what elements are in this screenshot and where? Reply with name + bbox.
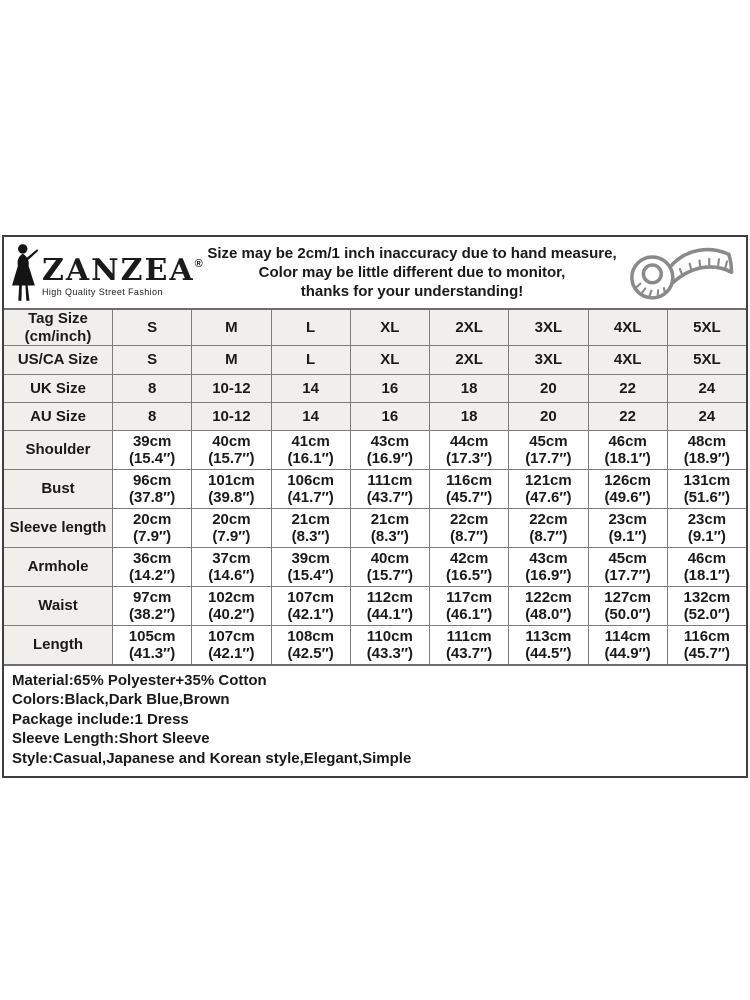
cell-text: XL	[380, 351, 400, 369]
cell-text: 131cm	[683, 471, 731, 489]
cell-text: 45cm	[529, 432, 568, 450]
size-value-cell	[588, 587, 667, 625]
cell-text: (8.7″)	[529, 528, 568, 545]
size-value-cell	[350, 346, 429, 374]
cell-text: AU Size	[30, 407, 86, 425]
size-value-cell	[112, 346, 191, 374]
size-value-cell	[588, 375, 667, 402]
cell-text: (41.7″)	[287, 489, 334, 506]
cell-text: 48cm	[687, 432, 727, 450]
size-value-cell	[667, 346, 746, 374]
cell-text: Bust	[41, 480, 75, 498]
cell-text: 22cm	[529, 510, 568, 528]
size-value-cell	[350, 587, 429, 625]
cell-text: (15.7″)	[366, 567, 414, 584]
brand-logo	[8, 242, 204, 304]
size-value-cell	[508, 431, 587, 469]
size-value-cell	[191, 375, 270, 402]
size-disclaimer	[204, 244, 620, 301]
table-row	[4, 345, 746, 374]
cell-text: (7.9″)	[212, 528, 251, 545]
cell-text: Shoulder	[25, 441, 91, 459]
size-value-cell	[667, 403, 746, 430]
cell-text: M	[225, 351, 238, 369]
cell-text: (16.9″)	[366, 450, 414, 467]
size-value-cell	[429, 403, 508, 430]
cell-text: Tag Size	[28, 310, 88, 327]
table-row	[4, 374, 746, 402]
size-value-cell	[350, 431, 429, 469]
cell-text: L	[306, 318, 316, 336]
detail-line-colors: Colors:Black,Dark Blue,Brown	[12, 691, 230, 709]
cell-text: (14.2″)	[128, 567, 176, 584]
cell-text: (42.1″)	[287, 606, 334, 623]
cell-text: 107cm	[287, 588, 334, 606]
cell-text: (42.1″)	[208, 645, 255, 662]
size-value-cell	[508, 509, 587, 547]
cell-text: 8	[147, 379, 157, 397]
cell-text: (50.0″)	[604, 606, 651, 623]
row-header-cell	[4, 375, 112, 402]
size-value-cell	[112, 509, 191, 547]
cell-text: 97cm	[132, 588, 172, 606]
cell-text: (18.1″)	[683, 567, 731, 584]
cell-text: 112cm	[366, 588, 413, 606]
cell-text: 44cm	[449, 432, 489, 450]
cell-text: 23cm	[608, 510, 647, 528]
size-value-cell	[112, 626, 191, 664]
cell-text: (18.9″)	[683, 450, 731, 467]
row-header-cell	[4, 587, 112, 625]
table-row	[4, 469, 746, 508]
size-value-cell	[350, 403, 429, 430]
size-value-cell	[350, 548, 429, 586]
size-value-cell	[191, 626, 270, 664]
cell-text: (43.7″)	[366, 489, 414, 506]
cell-text: 43cm	[529, 549, 568, 567]
cell-text: 111cm	[367, 471, 413, 489]
cell-text: 114cm	[604, 627, 651, 645]
detail-line-style: Style:Casual,Japanese and Korean style,Elegant,Simple	[12, 749, 412, 767]
cell-text: 126cm	[604, 471, 651, 489]
cell-text: 8	[147, 407, 157, 425]
size-value-cell	[508, 346, 587, 374]
cell-text: 121cm	[525, 471, 572, 489]
size-value-cell	[508, 403, 587, 430]
table-row	[4, 508, 746, 547]
size-value-cell	[588, 431, 667, 469]
size-value-cell	[667, 470, 746, 508]
cell-text: 21cm	[370, 510, 410, 528]
cell-text: (44.1″)	[366, 606, 414, 623]
size-value-cell	[508, 310, 587, 345]
size-value-cell	[191, 548, 270, 586]
cell-text: S	[147, 351, 158, 369]
detail-line-material: Material:65% Polyester+35% Cotton	[12, 672, 267, 689]
cell-text: 40cm	[370, 549, 410, 567]
cell-text: Armhole	[27, 558, 89, 576]
header	[4, 237, 746, 308]
size-value-cell	[588, 310, 667, 345]
size-value-cell	[429, 375, 508, 402]
size-value-cell	[429, 310, 508, 345]
cell-text: 46cm	[608, 432, 647, 450]
cell-text: (14.6″)	[208, 567, 255, 584]
cell-text: US/CA Size	[17, 351, 99, 369]
cell-text: 3XL	[534, 351, 563, 369]
cell-text: (17.7″)	[604, 567, 651, 584]
size-value-cell	[271, 375, 350, 402]
size-value-cell	[271, 403, 350, 430]
cell-text: (17.7″)	[525, 450, 572, 467]
cell-text: 116cm	[446, 471, 493, 489]
cell-text: 2XL	[455, 318, 483, 336]
cell-text: (15.4″)	[287, 567, 334, 584]
table-row	[4, 625, 746, 664]
size-value-cell	[508, 587, 587, 625]
size-value-cell	[588, 346, 667, 374]
cell-text: (16.1″)	[287, 450, 334, 467]
size-value-cell	[588, 403, 667, 430]
size-value-cell	[191, 310, 270, 345]
cell-text: Sleeve length	[9, 519, 107, 537]
cell-text: (8.7″)	[450, 528, 489, 545]
cell-text: 106cm	[287, 471, 334, 489]
cell-text: 2XL	[455, 351, 483, 369]
cell-text: (40.2″)	[208, 606, 255, 623]
cell-text: 14	[302, 379, 319, 397]
row-header-cell	[4, 548, 112, 586]
cell-text: 42cm	[449, 549, 489, 567]
cell-text: (43.3″)	[366, 645, 414, 662]
cell-text: 16	[381, 379, 399, 397]
cell-text: (16.9″)	[525, 567, 572, 584]
cell-text: (45.7″)	[683, 645, 731, 662]
cell-text: (15.7″)	[208, 450, 255, 467]
size-value-cell	[508, 375, 587, 402]
cell-text: (52.0″)	[683, 606, 731, 623]
cell-text: L	[306, 351, 316, 369]
cell-text: (37.8″)	[128, 489, 176, 506]
cell-text: XL	[380, 318, 400, 336]
brand-text	[42, 249, 203, 297]
brand-tagline: High Quality Street Fashion	[42, 286, 163, 297]
size-value-cell	[588, 626, 667, 664]
cell-text: 96cm	[132, 471, 172, 489]
cell-text: (15.4″)	[128, 450, 176, 467]
woman-silhouette-icon	[8, 242, 42, 304]
cell-text: 132cm	[683, 588, 731, 606]
size-value-cell	[191, 509, 270, 547]
cell-text: (7.9″)	[133, 528, 172, 545]
row-header-cell	[4, 403, 112, 430]
size-value-cell	[271, 470, 350, 508]
row-header-cell	[4, 310, 112, 345]
size-value-cell	[508, 626, 587, 664]
size-value-cell	[667, 548, 746, 586]
cell-text: 5XL	[693, 318, 721, 336]
cell-text: 20cm	[132, 510, 172, 528]
size-chart-sheet	[2, 235, 748, 778]
cell-text: 117cm	[446, 588, 493, 606]
cell-text: 20cm	[212, 510, 251, 528]
brand-word: ZANZEA	[42, 252, 195, 288]
cell-text: (8.3″)	[291, 528, 330, 545]
size-value-cell	[112, 431, 191, 469]
size-value-cell	[429, 470, 508, 508]
cell-text: (39.8″)	[208, 489, 255, 506]
cell-text: (9.1″)	[608, 528, 647, 545]
size-value-cell	[191, 470, 270, 508]
table-row	[4, 402, 746, 430]
cell-text: (43.7″)	[445, 645, 493, 662]
cell-text: M	[225, 318, 238, 336]
cell-text: 10-12	[212, 379, 251, 397]
cell-text: 102cm	[208, 588, 255, 606]
size-value-cell	[350, 310, 429, 345]
cell-text: 24	[698, 379, 716, 397]
cell-text: 36cm	[132, 549, 172, 567]
size-value-cell	[429, 548, 508, 586]
cell-text: 20	[540, 407, 557, 425]
size-value-cell	[271, 626, 350, 664]
cell-text: 4XL	[613, 318, 642, 336]
row-header-cell	[4, 431, 112, 469]
cell-text: 10-12	[212, 407, 251, 425]
cell-text: 113cm	[525, 627, 572, 645]
cell-text: 22cm	[449, 510, 489, 528]
size-value-cell	[588, 548, 667, 586]
size-value-cell	[508, 470, 587, 508]
size-value-cell	[667, 626, 746, 664]
cell-text: 16	[381, 407, 399, 425]
table-row	[4, 586, 746, 625]
disclaimer-line: Size may be 2cm/1 inch inaccuracy due to hand measure,	[207, 245, 617, 262]
cell-text: 21cm	[291, 510, 330, 528]
cell-text: (42.5″)	[287, 645, 334, 662]
cell-text: 39cm	[132, 432, 172, 450]
cell-text: (49.6″)	[604, 489, 651, 506]
size-value-cell	[429, 346, 508, 374]
size-value-cell	[271, 431, 350, 469]
cell-text: (47.6″)	[525, 489, 572, 506]
registered-mark: ®	[194, 257, 203, 270]
cell-text: S	[147, 318, 158, 336]
size-value-cell	[350, 375, 429, 402]
cell-text: 22	[619, 407, 636, 425]
cell-text: 122cm	[525, 588, 572, 606]
cell-text: (8.3″)	[370, 528, 409, 545]
brand-name	[42, 249, 203, 286]
cell-text: 5XL	[693, 351, 721, 369]
size-value-cell	[271, 346, 350, 374]
cell-text: 40cm	[212, 432, 251, 450]
table-row	[4, 430, 746, 469]
cell-text: 110cm	[366, 627, 413, 645]
cell-text: 4XL	[613, 351, 642, 369]
product-details	[4, 664, 746, 776]
cell-text: 101cm	[208, 471, 255, 489]
size-value-cell	[667, 587, 746, 625]
size-value-cell	[350, 509, 429, 547]
cell-text: (48.0″)	[525, 606, 572, 623]
size-value-cell	[350, 626, 429, 664]
cell-text: 46cm	[687, 549, 727, 567]
cell-text: 108cm	[287, 627, 334, 645]
size-table	[4, 308, 746, 664]
cell-text: 3XL	[534, 318, 563, 336]
size-value-cell	[191, 346, 270, 374]
row-header-cell	[4, 346, 112, 374]
row-header-cell	[4, 626, 112, 664]
size-value-cell	[191, 403, 270, 430]
cell-text: 18	[460, 379, 478, 397]
size-value-cell	[667, 431, 746, 469]
cell-text: (18.1″)	[604, 450, 651, 467]
table-row	[4, 310, 746, 345]
cell-text: 111cm	[446, 627, 492, 645]
size-value-cell	[112, 375, 191, 402]
size-value-cell	[429, 509, 508, 547]
size-value-cell	[271, 548, 350, 586]
cell-text: (46.1″)	[445, 606, 493, 623]
cell-text: 24	[698, 407, 716, 425]
measuring-tape-icon	[620, 241, 738, 305]
cell-text: 41cm	[291, 432, 330, 450]
cell-text: (44.9″)	[604, 645, 651, 662]
cell-text: (45.7″)	[445, 489, 493, 506]
size-value-cell	[429, 431, 508, 469]
cell-text: 105cm	[128, 627, 176, 645]
cell-text: 18	[460, 407, 478, 425]
cell-text: 116cm	[683, 627, 730, 645]
cell-text: (38.2″)	[128, 606, 176, 623]
row-header-cell	[4, 470, 112, 508]
cell-text: (51.6″)	[683, 489, 731, 506]
cell-text: (9.1″)	[687, 528, 726, 545]
size-value-cell	[588, 470, 667, 508]
cell-text: Waist	[38, 597, 78, 615]
size-value-cell	[667, 375, 746, 402]
cell-text: 14	[302, 407, 319, 425]
size-value-cell	[112, 587, 191, 625]
size-value-cell	[112, 310, 191, 345]
cell-text: Length	[33, 636, 83, 654]
size-value-cell	[271, 509, 350, 547]
cell-text: (16.5″)	[445, 567, 493, 584]
cell-text: (44.5″)	[525, 645, 572, 662]
disclaimer-line: Color may be little different due to monitor,	[258, 264, 566, 281]
table-row	[4, 547, 746, 586]
detail-line-sleeve: Sleeve Length:Short Sleeve	[12, 730, 210, 748]
size-value-cell	[667, 310, 746, 345]
row-header-cell	[4, 509, 112, 547]
disclaimer-line: thanks for your understanding!	[300, 283, 524, 300]
size-value-cell	[588, 509, 667, 547]
cell-text: 45cm	[608, 549, 647, 567]
cell-text: 22	[619, 379, 636, 397]
cell-text: (41.3″)	[128, 645, 176, 662]
cell-text: 20	[540, 379, 557, 397]
detail-line-package: Package include:1 Dress	[12, 710, 189, 728]
cell-text: 43cm	[370, 432, 410, 450]
size-value-cell	[271, 310, 350, 345]
size-value-cell	[112, 470, 191, 508]
cell-text: 39cm	[291, 549, 330, 567]
size-value-cell	[112, 403, 191, 430]
cell-text: 127cm	[604, 588, 651, 606]
size-value-cell	[429, 587, 508, 625]
size-value-cell	[667, 509, 746, 547]
size-value-cell	[350, 470, 429, 508]
size-value-cell	[508, 548, 587, 586]
cell-text: 23cm	[687, 510, 727, 528]
size-value-cell	[271, 587, 350, 625]
size-value-cell	[191, 587, 270, 625]
cell-text: 37cm	[212, 549, 251, 567]
size-value-cell	[112, 548, 191, 586]
size-value-cell	[191, 431, 270, 469]
size-value-cell	[429, 626, 508, 664]
cell-text: (17.3″)	[445, 450, 493, 467]
cell-text: (cm/inch)	[24, 327, 92, 345]
cell-text: UK Size	[30, 379, 86, 397]
cell-text: 107cm	[208, 627, 255, 645]
